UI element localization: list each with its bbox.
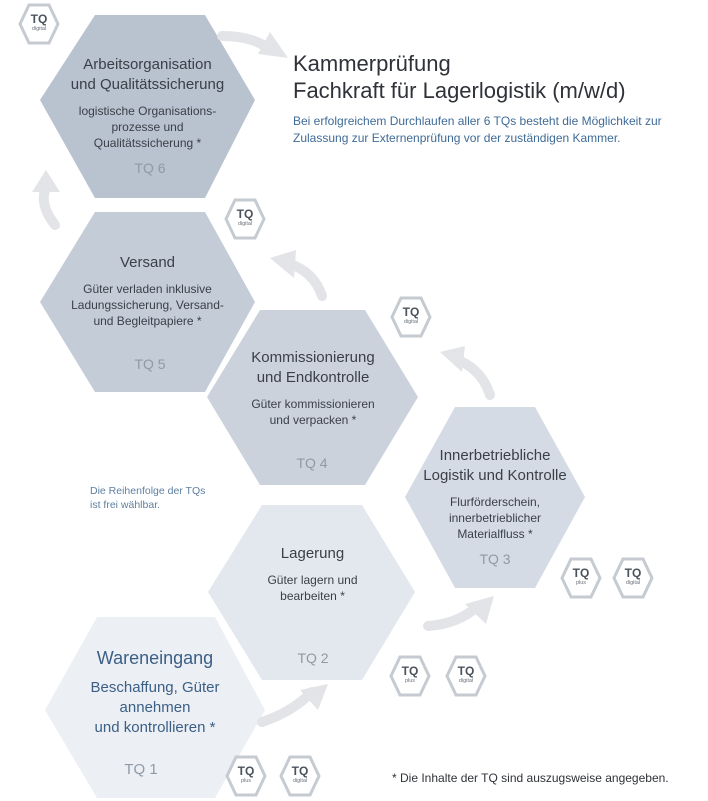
tq2-title: Lagerung bbox=[280, 545, 345, 562]
exam-title: Kammerprüfung Fachkraft für Lagerlogistik (m/w/d) bbox=[293, 51, 626, 103]
tq2-label: TQ 2 bbox=[297, 650, 329, 666]
tq2-description: Güter lagern und bearbeiten * bbox=[267, 573, 358, 603]
tq5-description: Güter verladen inklusive Ladungssicherung, Versand- und Begleitpapiere * bbox=[71, 282, 224, 328]
tq5-label: TQ 5 bbox=[134, 356, 166, 372]
tq3-label: TQ 3 bbox=[479, 551, 511, 567]
tq6-title: Arbeitsorganisation und Qualitätssicherung bbox=[70, 56, 225, 93]
tq3-description: Flurförderschein, innerbetrieblicher Materialfluss * bbox=[448, 495, 542, 541]
arrow-tq5-tq6 bbox=[44, 190, 55, 225]
tq-digital-badge-tq6: TQ digital bbox=[18, 3, 60, 45]
tq-plus-badge-tq2: TQ plus bbox=[389, 655, 431, 697]
arrow-tq4-tq5 bbox=[290, 264, 322, 296]
tq1-description: Beschaffung, Güter annehmen und kontrollieren * bbox=[90, 679, 220, 736]
tq1-title: Wareneingang bbox=[96, 648, 214, 668]
tq-digital-badge-tq1: TQ digital bbox=[279, 755, 321, 797]
tq1-label: TQ 1 bbox=[124, 761, 158, 778]
tq2-content bbox=[225, 544, 400, 604]
order-note: Die Reihenfolge der TQs ist frei wählbar. bbox=[90, 485, 206, 511]
tq6-description: logistische Organisations- prozesse und Qualitätssicherung * bbox=[78, 104, 217, 150]
tq3-content bbox=[412, 446, 578, 542]
tq4-description: Güter kommissionieren und verpacken * bbox=[251, 397, 375, 427]
tq-plus-badge-tq1: TQ plus bbox=[225, 755, 267, 797]
tq4-content bbox=[222, 348, 404, 428]
tq3-title: Innerbetriebliche Logistik und Kontrolle bbox=[423, 447, 567, 484]
arrowhead-tq4-tq5 bbox=[270, 250, 296, 278]
footnote: * Die Inhalte der TQ sind auszugsweise angegeben. bbox=[392, 771, 669, 785]
tq-digital-badge-tq4: TQ digital bbox=[390, 296, 432, 338]
arrow-tq3-tq4 bbox=[458, 360, 490, 395]
tq6-content bbox=[55, 55, 240, 151]
tq6-label: TQ 6 bbox=[134, 160, 166, 176]
tq-digital-badge-tq2: TQ digital bbox=[445, 655, 487, 697]
tq-digital-badge-tq5: TQ digital bbox=[224, 198, 266, 240]
tq4-label: TQ 4 bbox=[296, 455, 328, 471]
tq-digital-badge-tq3: TQ digital bbox=[612, 557, 654, 599]
tq4-title: Kommissionierung und Endkontrolle bbox=[251, 349, 375, 386]
arrowhead-tq3-tq4 bbox=[440, 346, 465, 372]
arrow-tq1-tq2 bbox=[262, 692, 312, 722]
tq-plus-badge-tq3: TQ plus bbox=[560, 557, 602, 599]
tq1-content bbox=[60, 646, 250, 738]
tq5-content bbox=[55, 253, 240, 329]
tq5-title: Versand bbox=[119, 254, 176, 271]
arrowhead-tq5-tq6 bbox=[32, 170, 60, 192]
exam-description: Bei erfolgreichem Durchlaufen aller 6 TQs besteht die Möglichkeit zur Zulassung zur Externenprüfung vor der zuständigen Kammer. bbox=[293, 114, 662, 145]
